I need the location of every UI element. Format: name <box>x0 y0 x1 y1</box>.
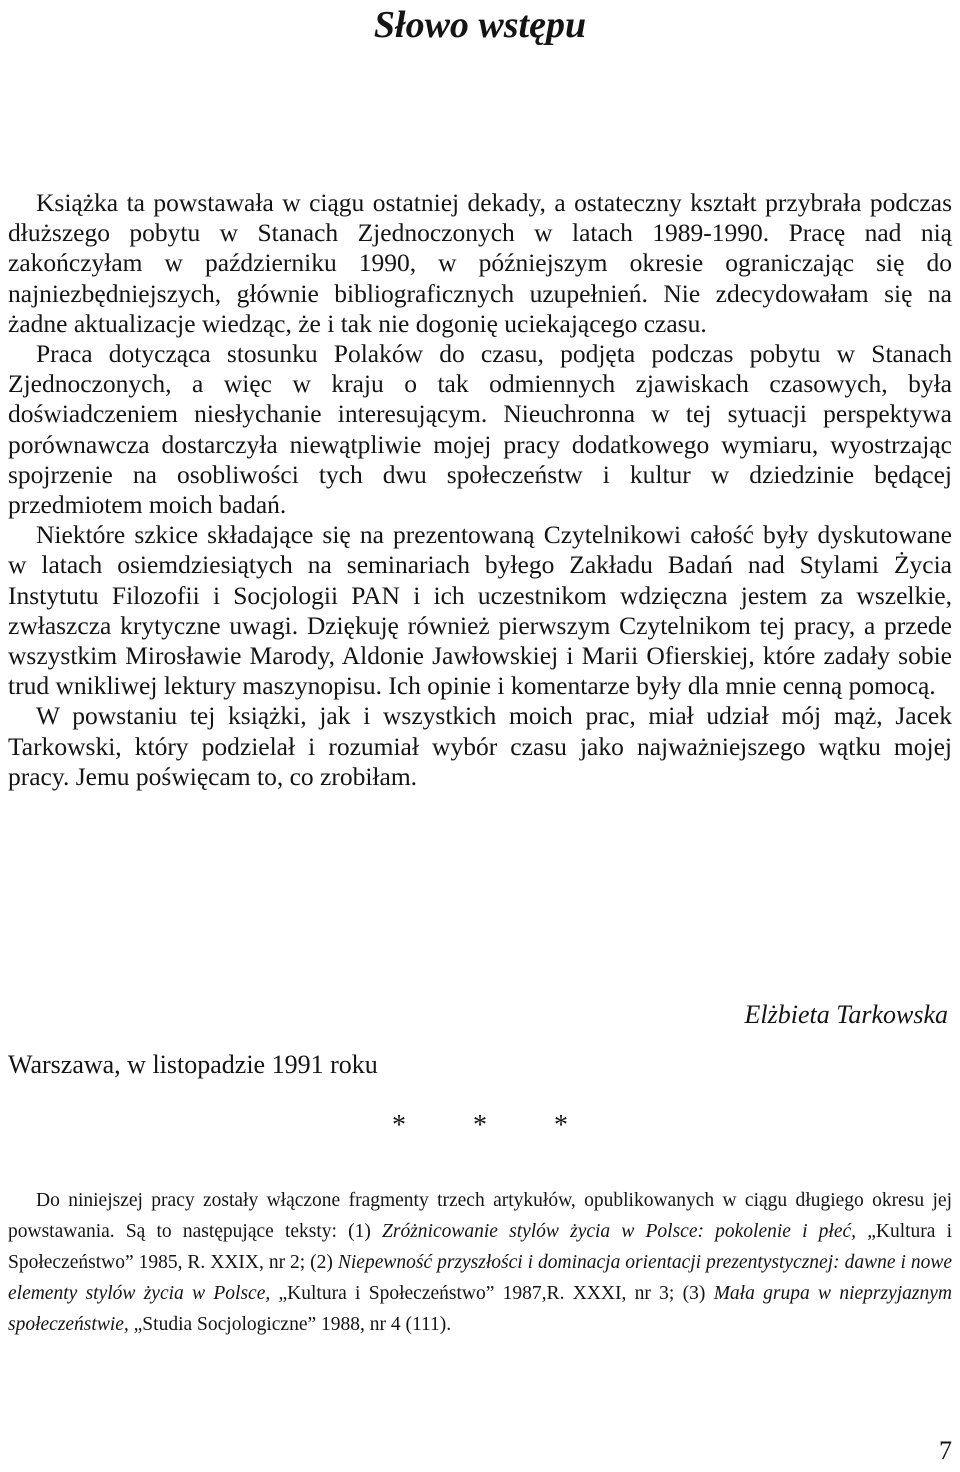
author-signature: Elżbieta Tarkowska <box>744 1000 948 1029</box>
footnote-title-1: Zróżnicowanie stylów życia w Polsce: pokolenie i płeć, <box>382 1221 857 1242</box>
footnote-paragraph <box>8 1185 952 1340</box>
footnote-text-4: „Studia Socjologiczne” 1988, nr 4 (111). <box>128 1314 452 1335</box>
page-number: 7 <box>939 1436 952 1465</box>
paragraph-2: Praca dotycząca stosunku Polaków do czasu, podjęta podczas pobytu w Stanach Zjednoczonych, a więc w kraju o tak odmiennych zjawiskach czasowych, była doświadczeniem niesłychanie interesującym. Nieuchronna w tej sytuacji perspektywa porównawcza dostarczyła niewątpliwie mojej pracy dodatkowego wymiaru, wyostrzając spojrzenie na osobliwości tych dwu społeczeństw i kultur w dziedzinie będącej przedmiotem moich badań. <box>8 339 952 520</box>
paragraph-1: Książka ta powstawała w ciągu ostatniej dekady, a ostateczny kształt przybrała podczas dłuższego pobytu w Stanach Zjednoczonych w latach 1989-1990. Pracę nad nią zakończyłam w październiku 1990, w późniejszym okresie ograniczając się do najniezbędniejszych, głównie bibliograficznych uzupełnień. Nie zdecydowałam się na żadne aktualizacje wiedząc, że i tak nie dogonię uciekającego czasu. <box>8 188 952 338</box>
page-title: Słowo wstępu <box>373 4 587 46</box>
place-date: Warszawa, w listopadzie 1991 roku <box>8 1050 378 1079</box>
paragraph-3: Niektóre szkice składające się na prezentowaną Czytelnikowi całość były dyskutowane w latach osiemdziesiątych na seminariach byłego Zakładu Badań nad Stylami Życia Instytutu Filozofii i Socjologii PAN i ich uczestnikom wdzięczna jestem za wszelkie, zwłaszcza krytyczne uwagi. Dziękuję również pierwszym Czytelnikom tej pracy, a przede wszystkim Mirosławie Marody, Aldonie Jawłowskiej i Marii Ofierskiej, które zadały sobie trud wnikliwej lektury maszynopisu. Ich opinie i komentarze były dla mnie cenną pomocą. <box>8 520 952 701</box>
footnote-title-3: Mała grupa w nieprzyjaznym społeczeństwie, <box>8 1283 952 1335</box>
paragraph-4: W powstaniu tej książki, jak i wszystkich moich prac, miał udział mój mąż, Jacek Tarkowski, który podzielał i rozumiał wybór czasu jako najważniejszego wątku mojej pracy. Jemu poświęcam to, co zrobiłam. <box>8 701 952 791</box>
section-separator: * * * <box>392 1110 598 1141</box>
footnote <box>8 1185 952 1340</box>
footnote-text-3: „Kultura i Społeczeństwo” 1987,R. XXXI, nr 3; (3) <box>270 1283 714 1304</box>
footnote-text-1: Do niniejszej pracy zostały włączone fragmenty trzech artykułów, opublikowanych w ciągu długiego okresu jej powstawania. Są to następujące teksty: (1) <box>8 1190 952 1242</box>
footnote-title-2: Niepewność przyszłości i dominacja orientacji prezentystycznej: dawne i nowe elementy stylów życia w Polsce, <box>8 1252 952 1304</box>
footnote-text-2: „Kultura i Społeczeństwo” 1985, R. XXIX, nr 2; (2) <box>8 1221 953 1273</box>
preface-body <box>8 188 952 792</box>
